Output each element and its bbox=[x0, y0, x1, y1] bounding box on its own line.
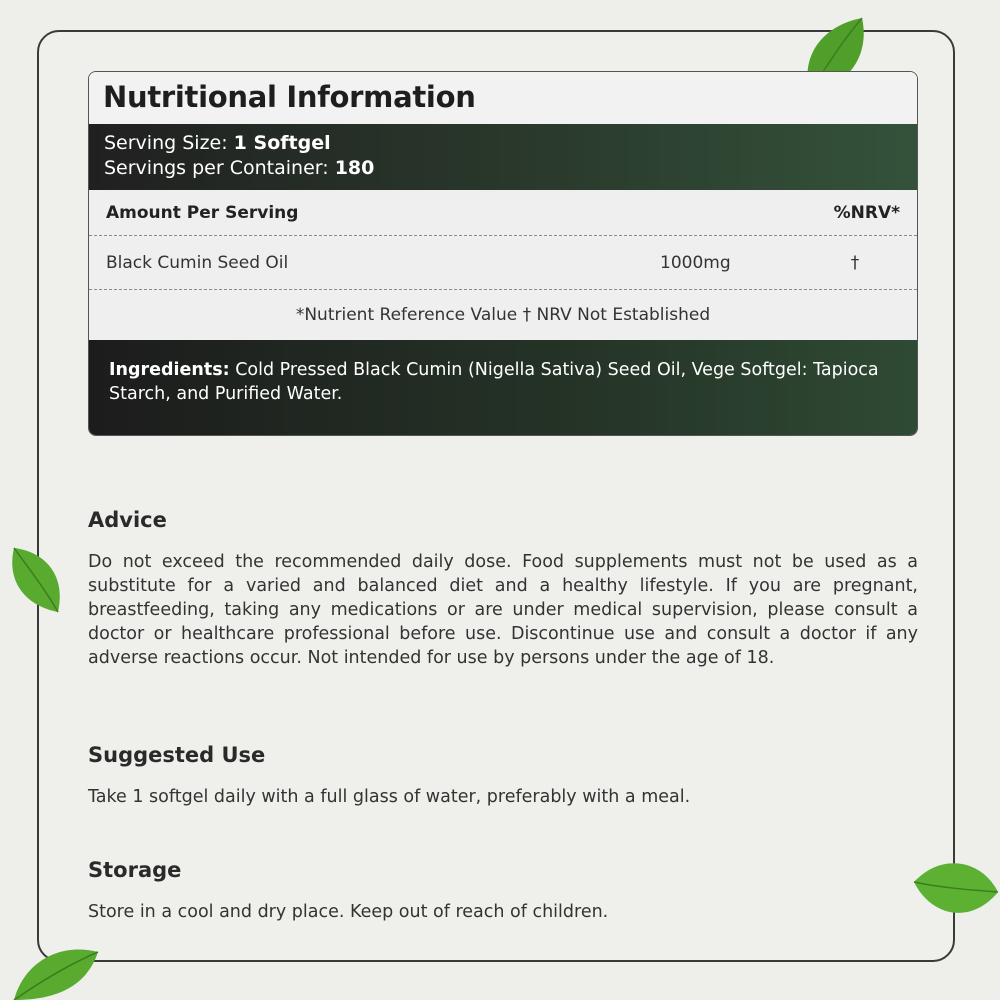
ingredients-text: Cold Pressed Black Cumin (Nigella Sativa) Seed Oil, Vege Softgel: Tapioca Starch, and Purified Water. bbox=[109, 360, 879, 404]
ingredients-label: Ingredients: bbox=[109, 360, 230, 380]
ingredient-name: Black Cumin Seed Oil bbox=[106, 252, 289, 273]
storage-heading: Storage bbox=[88, 858, 182, 882]
nrv-footnote: *Nutrient Reference Value † NRV Not Established bbox=[295, 305, 711, 325]
suggested-use-heading: Suggested Use bbox=[88, 743, 266, 767]
storage-text: Store in a cool and dry place. Keep out of reach of children. bbox=[88, 902, 609, 922]
leaf-icon bbox=[912, 852, 1000, 928]
ingredient-nrv: † bbox=[850, 252, 860, 273]
leaf-icon bbox=[10, 942, 100, 1000]
ingredient-amount: 1000mg bbox=[660, 252, 731, 273]
leaf-icon bbox=[6, 546, 66, 616]
ingredients bbox=[89, 340, 917, 436]
header-nrv: %NRV* bbox=[833, 202, 900, 223]
advice-section bbox=[88, 508, 918, 670]
suggested-use-section bbox=[88, 743, 918, 809]
serving-size: Serving Size: 1 Softgel bbox=[104, 132, 331, 154]
nutrition-panel bbox=[88, 71, 918, 436]
storage-section bbox=[88, 858, 918, 924]
serving-info bbox=[89, 124, 917, 190]
suggested-use-text: Take 1 softgel daily with a full glass of water, preferably with a meal. bbox=[88, 787, 691, 807]
advice-heading: Advice bbox=[88, 508, 167, 532]
table-row bbox=[89, 236, 917, 290]
table-header bbox=[89, 190, 917, 236]
panel-title: Nutritional Information bbox=[89, 72, 917, 124]
header-amount: Amount Per Serving bbox=[106, 202, 299, 223]
advice-text: Do not exceed the recommended daily dose. Food supplements must not be used as a substitute for a varied and balanced diet and a healthy lifestyle. If you are pregnant, breastfeeding, taking any medications or are under medical supervision, please consult a doctor or healthcare professional before use. Discontinue use and consult a doctor if any adverse reactions occur. Not intended for use by persons under the age of 18. bbox=[88, 552, 918, 668]
servings-per-container: Servings per Container: 180 bbox=[104, 157, 375, 179]
